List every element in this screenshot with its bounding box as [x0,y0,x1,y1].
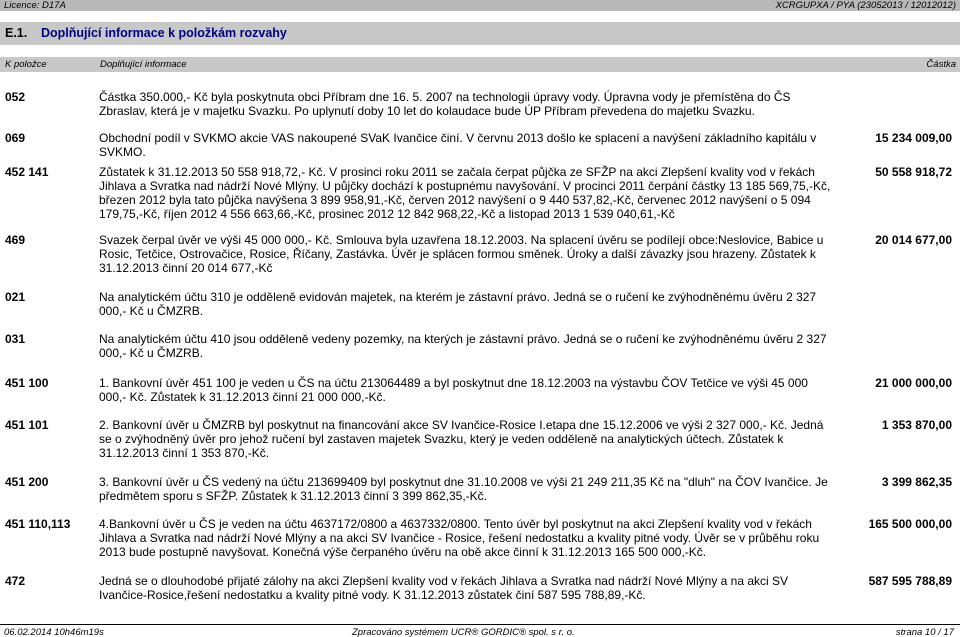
row-text: Na analytickém účtu 310 je odděleně evidován majetek, na kterém je zástavní právo. Jedná se o ručení ke zvýhodněnému úvěru 2 327 000,- Kč u ČMZRB. [99,290,817,318]
row-account: 069 [5,131,26,145]
row-account: 472 [5,574,26,588]
document-header-bar [0,0,960,11]
row-text: Jedná se o dlouhodobé přijaté zálohy na akci Zlepšení kvality vod v řekách Jihlava a Svratka nad nádrží Nové Mlýny a na akci SV Ivančice-Rosice,řešení nedostatku a kvality pitné vody. K 31.12.2013 zůstatek činí 587 595 788,89,-Kč. [99,574,789,602]
column-info: Doplňující informace [100,59,187,70]
footer-datetime: 06.02.2014 10h46m19s [4,627,104,637]
row-amount: 3 399 862,35 [881,475,952,489]
row-text: 1. Bankovní úvěr 451 100 je veden u ČS na účtu 213064489 a byl poskytnut dne 18.12.2003 na výstavbu ČOV Tetčice ve výši 45 000 000,- Kč. Zůstatek k 31.12.2013 činní 21 000 000,-Kč. [99,376,808,404]
row-account: 031 [5,332,26,346]
row-amount: 20 014 677,00 [875,233,952,247]
footer-page: strana 10 / 17 [895,627,954,637]
row-amount: 15 234 009,00 [875,131,952,145]
section-title-bar [0,22,960,45]
row-account: 451 110,113 [5,517,71,531]
row-account: 451 101 [5,418,49,432]
row-account: 451 100 [5,376,49,390]
footer-system: Zpracováno systémem UCR® GORDIC® spol. s r. o. [352,627,575,637]
row-text: Částka 350.000,- Kč byla poskytnuta obci Příbram dne 16. 5. 2007 na technologii úpravy vody. Úpravna vody je přemístěna do ČS Zbraslav, která je v majetku Svazku. Po uplynutí doby 10 let do kolaudace bude ÚP Příbram převedena do majetku Svazku. [99,90,791,118]
row-text: Na analytickém účtu 410 jsou odděleně vedeny pozemky, na kterých je zástavní právo. Jedná se o ručení ke zvýhodněnému úvěru 2 327 000,- Kč u ČMZRB. [99,332,827,360]
section-number: E.1. [5,26,28,40]
document-footer [0,624,960,637]
licence-label: Licence: D17A [4,0,66,11]
row-amount: 1 353 870,00 [881,418,952,432]
column-item: K položce [5,59,47,70]
row-text: Zůstatek k 31.12.2013 50 558 918,72,- Kč. V prosinci roku 2011 se začala čerpat půjčka ze SFŽP na akci Zlepšení kvality vod v řekách Jihlava a Svratka nad nádrží Nové Mlýny. U půjčky dochází k postupnému navyšování. V procinci 2011 čerpání částky 13 185 569,75,-Kč, březen 2012 byla tato půjčka navýšena 3 899 958,91,-Kč, červen 2012 navýšení o 9 440 537,82,-Kč, červenec 2012 navýšení o 5 094 179,75,-Kč, říjen 2012 4 556 663,66,-Kč, prosinec 2012 12 842 968,22,-Kč a listopad 2013 1 539 040,61,-Kč [99,165,831,221]
row-account: 469 [5,233,26,247]
row-text: 3. Bankovní úvěr u ČS vedený na účtu 213699409 byl poskytnut dne 31.10.2008 ve výši 21 249 211,35 Kč na "dluh" na ČOV Ivančice. Je předmětem sporu s SFŽP. Zůstatek k 31.12.2013 činní 3 399 862,35,-Kč. [99,475,828,503]
row-amount: 165 500 000,00 [868,517,952,531]
row-text: Svazek čerpal úvěr ve výši 45 000 000,- Kč. Smlouva byla uzavřena 18.12.2003. Na splacení úvěru se podílejí obce:Neslovice, Babice u Rosic, Tetčice, Ostrovačice, Rosice, Říčany, Zastávka. Úvěr je splácen formou směnek. Úroky a další závazky jsou hrazeny. Zůstatek k 31.12.2013 činní 20 014 677,-Kč [99,233,824,275]
row-account: 452 141 [5,165,49,179]
row-text: 2. Bankovní úvěr u ČMZRB byl poskytnut na financování akce SV Ivančice-Rosice I.etapa dne 15.12.2006 ve výši 2 327 000,- Kč. Jedná se o zvýhodněný úvěr pro jehož ručení byl zastaven majetek Svazku, který je veden odděleně na analytických účtech. Zůstatek k 31.12.2013 činní 1 353 870,-Kč. [99,418,824,460]
row-amount: 50 558 918,72 [875,165,952,179]
row-amount: 21 000 000,00 [875,376,952,390]
report-reference: XCRGUPXA / PYA (23052013 / 12012012) [775,0,956,11]
row-account: 451 200 [5,475,49,489]
section-title: Doplňující informace k položkám rozvahy [41,26,287,40]
row-text: 4.Bankovní úvěr u ČS je veden na účtu 4637172/0800 a 4637332/0800. Tento úvěr byl poskytnut na akci Zlepšení kvality vod v řekách Jihlava a Svratka nad nádrží Nové Mlýny a na akci SV Ivančice - Rosice, řešení nedostatku a kvality pitné vody. Úvěr se v průběhu roku 2013 bude postupně navyšovat. Konečná výše čerpaného úvěru na obě akce činní k 31.12.2013 165 500 000,-Kč. [99,517,820,559]
row-amount: 587 595 788,89 [868,574,952,588]
row-text: Obchodní podíl v SVKMO akcie VAS nakoupené SVaK Ivančice činí. V červnu 2013 došlo ke splacení a navýšení základního kapitálu v SVKMO. [99,131,817,159]
column-header [0,57,960,72]
row-account: 021 [5,290,26,304]
column-amount: Částka [926,59,956,70]
row-account: 052 [5,90,26,104]
